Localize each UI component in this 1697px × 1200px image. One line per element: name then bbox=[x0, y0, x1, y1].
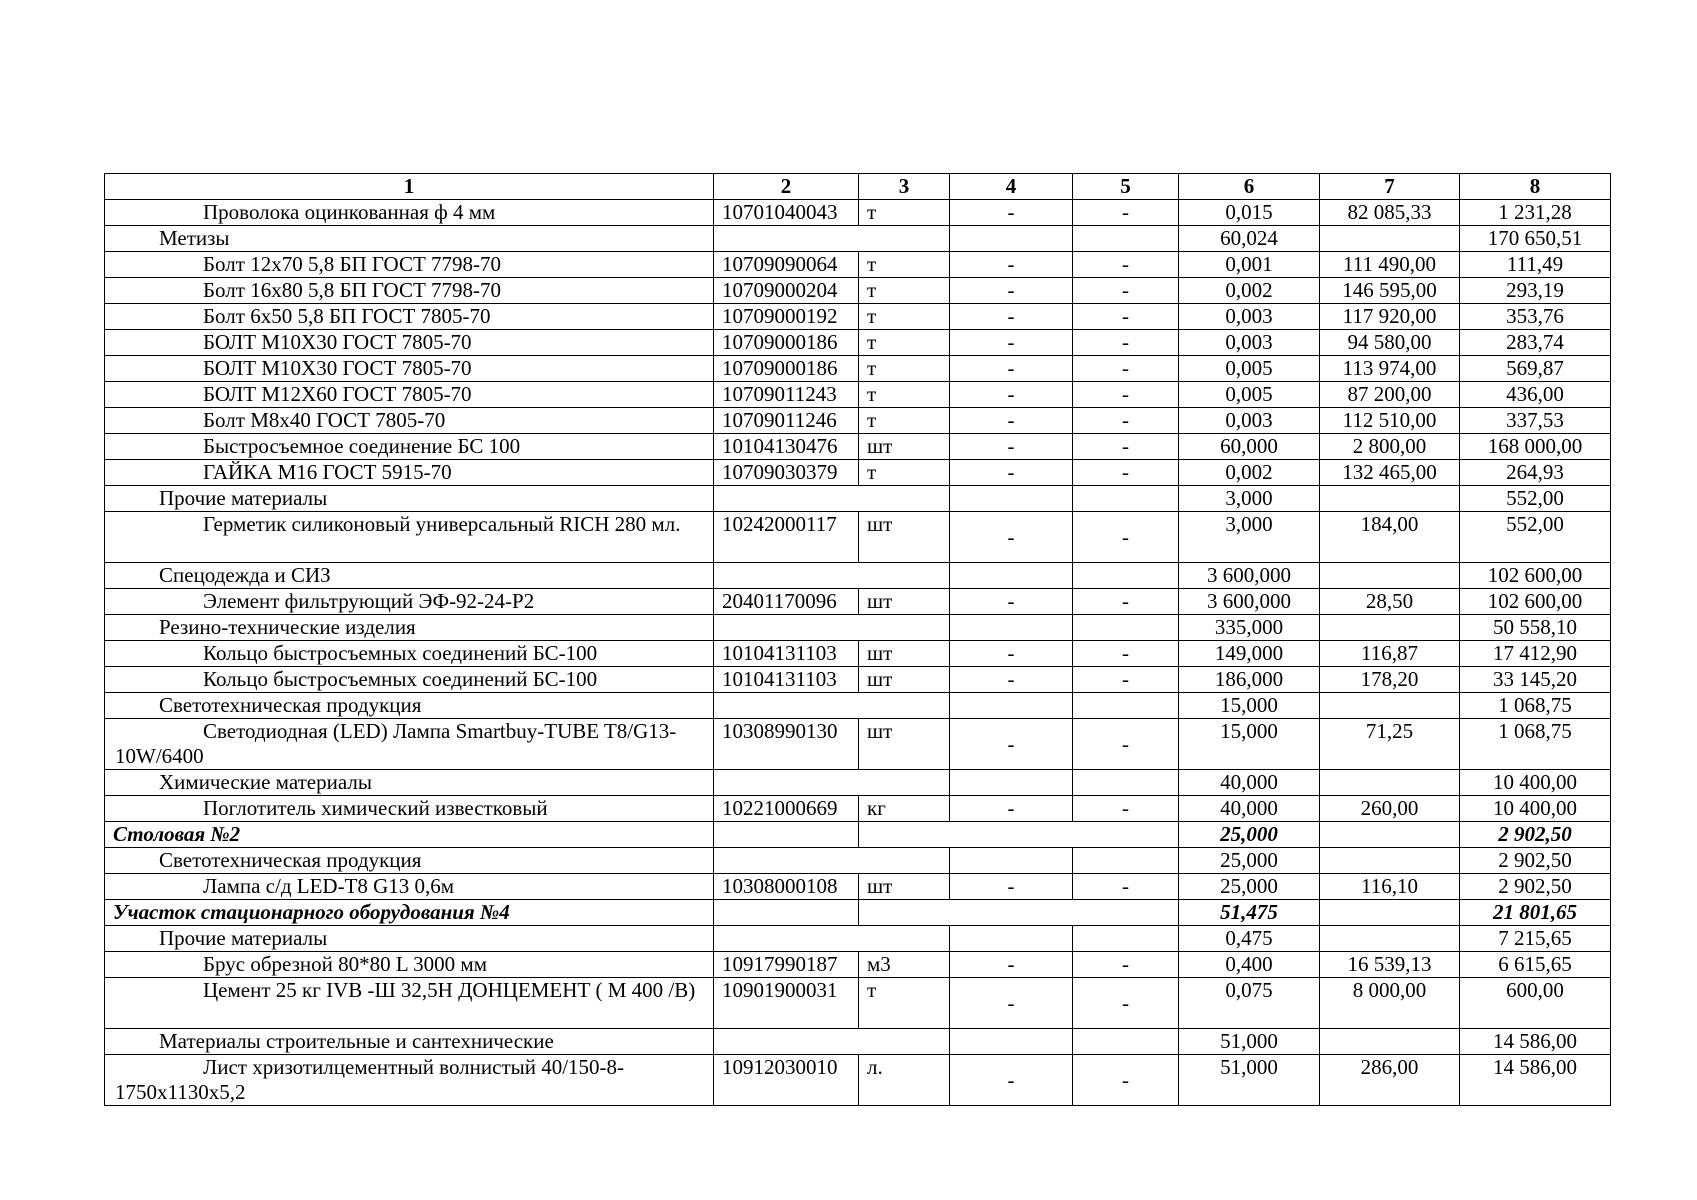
item-code: 10709000186 bbox=[714, 330, 859, 356]
item-code: 10104131103 bbox=[714, 667, 859, 693]
item-price bbox=[1320, 226, 1460, 252]
item-sum: 283,74 bbox=[1460, 330, 1611, 356]
item-price: 28,50 bbox=[1320, 589, 1460, 615]
group-row bbox=[105, 1029, 1611, 1055]
item-price bbox=[1320, 926, 1460, 952]
item-qty: 0,003 bbox=[1179, 304, 1320, 330]
item-col-5: - bbox=[1073, 641, 1179, 667]
item-unit: шт bbox=[859, 434, 950, 460]
item-name: Болт 6х50 5,8 БП ГОСТ 7805-70 bbox=[105, 304, 714, 330]
item-sum: 2 902,50 bbox=[1460, 822, 1611, 848]
item-col-5: - bbox=[1073, 667, 1179, 693]
item-name: Участок стационарного оборудования №4 bbox=[105, 900, 714, 926]
item-blank bbox=[859, 900, 1179, 926]
item-qty: 25,000 bbox=[1179, 848, 1320, 874]
item-name: Кольцо быстросъемных соединений БС-100 bbox=[105, 641, 714, 667]
item-unit: кг bbox=[859, 796, 950, 822]
item-sum: 569,87 bbox=[1460, 356, 1611, 382]
item-qty: 40,000 bbox=[1179, 770, 1320, 796]
item-code: 10308000108 bbox=[714, 874, 859, 900]
item-code: 10221000669 bbox=[714, 796, 859, 822]
item-price: 2 800,00 bbox=[1320, 434, 1460, 460]
item-code bbox=[714, 563, 950, 589]
item-sum: 293,19 bbox=[1460, 278, 1611, 304]
item-code bbox=[714, 486, 950, 512]
item-price bbox=[1320, 770, 1460, 796]
table-row bbox=[105, 512, 1611, 563]
item-code: 10308990130 bbox=[714, 719, 859, 770]
item-name: Брус обрезной 80*80 L 3000 мм bbox=[105, 952, 714, 978]
item-col-5 bbox=[1073, 926, 1179, 952]
item-col-5: - bbox=[1073, 304, 1179, 330]
item-sum: 552,00 bbox=[1460, 486, 1611, 512]
item-col-4 bbox=[950, 693, 1073, 719]
item-name: Кольцо быстросъемных соединений БС-100 bbox=[105, 667, 714, 693]
item-price: 16 539,13 bbox=[1320, 952, 1460, 978]
item-col-4: - bbox=[950, 382, 1073, 408]
item-price: 94 580,00 bbox=[1320, 330, 1460, 356]
item-col-4: - bbox=[950, 434, 1073, 460]
table-row bbox=[105, 641, 1611, 667]
item-price: 117 920,00 bbox=[1320, 304, 1460, 330]
item-sum: 2 902,50 bbox=[1460, 874, 1611, 900]
item-code: 10709000186 bbox=[714, 356, 859, 382]
item-code bbox=[714, 822, 859, 848]
item-name: Лампа с/д LED-T8 G13 0,6м bbox=[105, 874, 714, 900]
group-row bbox=[105, 693, 1611, 719]
table-row bbox=[105, 304, 1611, 330]
item-unit: м3 bbox=[859, 952, 950, 978]
item-qty: 3,000 bbox=[1179, 486, 1320, 512]
group-row bbox=[105, 615, 1611, 641]
item-price: 116,87 bbox=[1320, 641, 1460, 667]
item-name: Болт 12х70 5,8 БП ГОСТ 7798-70 bbox=[105, 252, 714, 278]
item-price: 71,25 bbox=[1320, 719, 1460, 770]
item-col-5 bbox=[1073, 486, 1179, 512]
item-code: 20401170096 bbox=[714, 589, 859, 615]
item-qty: 0,475 bbox=[1179, 926, 1320, 952]
item-price: 112 510,00 bbox=[1320, 408, 1460, 434]
item-sum: 552,00 bbox=[1460, 512, 1611, 563]
item-sum: 1 231,28 bbox=[1460, 200, 1611, 226]
item-qty: 186,000 bbox=[1179, 667, 1320, 693]
group-row bbox=[105, 486, 1611, 512]
item-code: 10912030010 bbox=[714, 1055, 859, 1106]
item-unit: т bbox=[859, 978, 950, 1029]
item-name: ГАЙКА М16 ГОСТ 5915-70 bbox=[105, 460, 714, 486]
item-code bbox=[714, 770, 950, 796]
item-unit: т bbox=[859, 356, 950, 382]
table-row bbox=[105, 874, 1611, 900]
item-col-4 bbox=[950, 848, 1073, 874]
item-col-4: - bbox=[950, 589, 1073, 615]
item-sum: 33 145,20 bbox=[1460, 667, 1611, 693]
table-row bbox=[105, 796, 1611, 822]
item-price bbox=[1320, 848, 1460, 874]
item-col-5 bbox=[1073, 563, 1179, 589]
item-qty: 0,003 bbox=[1179, 408, 1320, 434]
item-code: 10709000204 bbox=[714, 278, 859, 304]
item-qty: 0,003 bbox=[1179, 330, 1320, 356]
item-col-5 bbox=[1073, 770, 1179, 796]
item-price: 8 000,00 bbox=[1320, 978, 1460, 1029]
header-col-1: 1 bbox=[105, 174, 714, 200]
item-code: 10917990187 bbox=[714, 952, 859, 978]
item-sum: 102 600,00 bbox=[1460, 589, 1611, 615]
item-col-4 bbox=[950, 486, 1073, 512]
item-code bbox=[714, 900, 859, 926]
item-col-4 bbox=[950, 926, 1073, 952]
item-col-5: - bbox=[1073, 719, 1179, 770]
item-sum: 10 400,00 bbox=[1460, 770, 1611, 796]
item-col-4 bbox=[950, 770, 1073, 796]
table-row bbox=[105, 719, 1611, 770]
item-qty: 0,005 bbox=[1179, 356, 1320, 382]
item-price: 82 085,33 bbox=[1320, 200, 1460, 226]
table-row bbox=[105, 356, 1611, 382]
table-row bbox=[105, 278, 1611, 304]
group-row bbox=[105, 563, 1611, 589]
item-col-5: - bbox=[1073, 460, 1179, 486]
item-col-5: - bbox=[1073, 512, 1179, 563]
item-sum: 168 000,00 bbox=[1460, 434, 1611, 460]
item-sum: 2 902,50 bbox=[1460, 848, 1611, 874]
item-col-4 bbox=[950, 563, 1073, 589]
item-qty: 0,075 bbox=[1179, 978, 1320, 1029]
header-col-8: 8 bbox=[1460, 174, 1611, 200]
item-name: Прочие материалы bbox=[105, 486, 714, 512]
item-qty: 60,000 bbox=[1179, 434, 1320, 460]
item-sum: 1 068,75 bbox=[1460, 693, 1611, 719]
item-name: Спецодежда и СИЗ bbox=[105, 563, 714, 589]
item-qty: 0,002 bbox=[1179, 278, 1320, 304]
item-name: Материалы строительные и сантехнические bbox=[105, 1029, 714, 1055]
item-col-5: - bbox=[1073, 434, 1179, 460]
item-code bbox=[714, 226, 950, 252]
item-col-4: - bbox=[950, 200, 1073, 226]
item-col-4: - bbox=[950, 719, 1073, 770]
item-price: 113 974,00 bbox=[1320, 356, 1460, 382]
item-unit: шт bbox=[859, 512, 950, 563]
table-row bbox=[105, 460, 1611, 486]
item-col-4: - bbox=[950, 641, 1073, 667]
item-unit: шт bbox=[859, 719, 950, 770]
item-sum: 600,00 bbox=[1460, 978, 1611, 1029]
item-qty: 149,000 bbox=[1179, 641, 1320, 667]
item-price: 286,00 bbox=[1320, 1055, 1460, 1106]
header-col-6: 6 bbox=[1179, 174, 1320, 200]
item-qty: 0,001 bbox=[1179, 252, 1320, 278]
item-code bbox=[714, 615, 950, 641]
item-unit: шт bbox=[859, 874, 950, 900]
item-name: БОЛТ М10Х30 ГОСТ 7805-70 bbox=[105, 330, 714, 356]
item-price: 111 490,00 bbox=[1320, 252, 1460, 278]
item-qty: 51,000 bbox=[1179, 1055, 1320, 1106]
item-price: 184,00 bbox=[1320, 512, 1460, 563]
item-price: 260,00 bbox=[1320, 796, 1460, 822]
table-row bbox=[105, 330, 1611, 356]
item-col-5: - bbox=[1073, 330, 1179, 356]
item-qty: 15,000 bbox=[1179, 693, 1320, 719]
item-sum: 14 586,00 bbox=[1460, 1029, 1611, 1055]
item-col-5 bbox=[1073, 1029, 1179, 1055]
item-blank bbox=[859, 822, 1179, 848]
item-sum: 14 586,00 bbox=[1460, 1055, 1611, 1106]
item-col-5: - bbox=[1073, 382, 1179, 408]
item-col-5: - bbox=[1073, 1055, 1179, 1106]
item-code: 10709000192 bbox=[714, 304, 859, 330]
item-unit: т bbox=[859, 382, 950, 408]
section-row bbox=[105, 822, 1611, 848]
item-sum: 337,53 bbox=[1460, 408, 1611, 434]
item-name: Герметик силиконовый универсальный RICH 280 мл. bbox=[105, 512, 714, 563]
table-row bbox=[105, 978, 1611, 1029]
item-col-5: - bbox=[1073, 408, 1179, 434]
table-row bbox=[105, 434, 1611, 460]
item-code: 10709030379 bbox=[714, 460, 859, 486]
item-col-4: - bbox=[950, 978, 1073, 1029]
item-unit: т bbox=[859, 278, 950, 304]
item-sum: 111,49 bbox=[1460, 252, 1611, 278]
item-price bbox=[1320, 900, 1460, 926]
item-unit: т bbox=[859, 252, 950, 278]
item-unit: л. bbox=[859, 1055, 950, 1106]
table-row bbox=[105, 589, 1611, 615]
item-col-5: - bbox=[1073, 796, 1179, 822]
table-row bbox=[105, 1055, 1611, 1106]
item-sum: 353,76 bbox=[1460, 304, 1611, 330]
item-qty: 40,000 bbox=[1179, 796, 1320, 822]
item-qty: 51,475 bbox=[1179, 900, 1320, 926]
item-name: Лист хризотилцементный волнистый 40/150-8-1750х1130х5,2 bbox=[105, 1055, 714, 1106]
table-row bbox=[105, 382, 1611, 408]
item-col-5: - bbox=[1073, 952, 1179, 978]
item-price bbox=[1320, 615, 1460, 641]
item-name: Светодиодная (LED) Лампа Smartbuy-TUBE T8/G13-10W/6400 bbox=[105, 719, 714, 770]
item-col-5 bbox=[1073, 226, 1179, 252]
item-qty: 0,002 bbox=[1179, 460, 1320, 486]
item-sum: 50 558,10 bbox=[1460, 615, 1611, 641]
item-col-5: - bbox=[1073, 874, 1179, 900]
item-code: 10709011246 bbox=[714, 408, 859, 434]
item-name: Химические материалы bbox=[105, 770, 714, 796]
group-row bbox=[105, 926, 1611, 952]
item-qty: 3 600,000 bbox=[1179, 563, 1320, 589]
item-price: 132 465,00 bbox=[1320, 460, 1460, 486]
table-row bbox=[105, 200, 1611, 226]
item-name: Болт 16х80 5,8 БП ГОСТ 7798-70 bbox=[105, 278, 714, 304]
item-price: 116,10 bbox=[1320, 874, 1460, 900]
item-sum: 102 600,00 bbox=[1460, 563, 1611, 589]
table-row bbox=[105, 408, 1611, 434]
item-name: Поглотитель химический известковый bbox=[105, 796, 714, 822]
item-sum: 10 400,00 bbox=[1460, 796, 1611, 822]
item-code: 10701040043 bbox=[714, 200, 859, 226]
item-name: Элемент фильтрующий ЭФ-92-24-Р2 bbox=[105, 589, 714, 615]
item-col-5 bbox=[1073, 848, 1179, 874]
item-qty: 25,000 bbox=[1179, 874, 1320, 900]
item-col-4: - bbox=[950, 330, 1073, 356]
item-col-4: - bbox=[950, 408, 1073, 434]
item-price: 178,20 bbox=[1320, 667, 1460, 693]
item-code: 10901900031 bbox=[714, 978, 859, 1029]
item-unit: т bbox=[859, 408, 950, 434]
item-qty: 60,024 bbox=[1179, 226, 1320, 252]
item-unit: т bbox=[859, 330, 950, 356]
table-row bbox=[105, 952, 1611, 978]
item-name: Быстросъемное соединение БС 100 bbox=[105, 434, 714, 460]
group-row bbox=[105, 226, 1611, 252]
materials-table bbox=[104, 173, 1611, 1106]
item-name: Столовая №2 bbox=[105, 822, 714, 848]
item-col-4: - bbox=[950, 796, 1073, 822]
item-name: Метизы bbox=[105, 226, 714, 252]
item-name: Прочие материалы bbox=[105, 926, 714, 952]
item-price: 87 200,00 bbox=[1320, 382, 1460, 408]
item-name: Светотехническая продукция bbox=[105, 848, 714, 874]
item-price bbox=[1320, 822, 1460, 848]
item-col-4: - bbox=[950, 252, 1073, 278]
header-row bbox=[105, 174, 1611, 200]
item-name: Болт М8х40 ГОСТ 7805-70 bbox=[105, 408, 714, 434]
item-col-5 bbox=[1073, 615, 1179, 641]
item-col-4: - bbox=[950, 952, 1073, 978]
item-col-4 bbox=[950, 615, 1073, 641]
item-price: 146 595,00 bbox=[1320, 278, 1460, 304]
item-unit: шт bbox=[859, 589, 950, 615]
item-code: 10709090064 bbox=[714, 252, 859, 278]
item-col-5: - bbox=[1073, 356, 1179, 382]
item-price bbox=[1320, 693, 1460, 719]
table-row bbox=[105, 252, 1611, 278]
item-price bbox=[1320, 486, 1460, 512]
item-name: Цемент 25 кг IVB -Ш 32,5Н ДОНЦЕМЕНТ ( М 400 /В) bbox=[105, 978, 714, 1029]
section-row bbox=[105, 900, 1611, 926]
item-sum: 436,00 bbox=[1460, 382, 1611, 408]
item-price bbox=[1320, 563, 1460, 589]
item-sum: 6 615,65 bbox=[1460, 952, 1611, 978]
item-name: БОЛТ М10Х30 ГОСТ 7805-70 bbox=[105, 356, 714, 382]
item-qty: 51,000 bbox=[1179, 1029, 1320, 1055]
item-qty: 0,400 bbox=[1179, 952, 1320, 978]
table-row bbox=[105, 667, 1611, 693]
item-unit: т bbox=[859, 200, 950, 226]
item-qty: 25,000 bbox=[1179, 822, 1320, 848]
item-price bbox=[1320, 1029, 1460, 1055]
item-col-5: - bbox=[1073, 200, 1179, 226]
group-row bbox=[105, 770, 1611, 796]
group-row bbox=[105, 848, 1611, 874]
item-code: 10709011243 bbox=[714, 382, 859, 408]
item-code bbox=[714, 926, 950, 952]
item-sum: 1 068,75 bbox=[1460, 719, 1611, 770]
item-name: БОЛТ М12Х60 ГОСТ 7805-70 bbox=[105, 382, 714, 408]
item-sum: 21 801,65 bbox=[1460, 900, 1611, 926]
item-qty: 3,000 bbox=[1179, 512, 1320, 563]
item-sum: 264,93 bbox=[1460, 460, 1611, 486]
item-name: Проволока оцинкованная ф 4 мм bbox=[105, 200, 714, 226]
item-sum: 17 412,90 bbox=[1460, 641, 1611, 667]
item-name: Светотехническая продукция bbox=[105, 693, 714, 719]
item-unit: шт bbox=[859, 667, 950, 693]
item-col-5 bbox=[1073, 693, 1179, 719]
header-col-3: 3 bbox=[859, 174, 950, 200]
item-col-4: - bbox=[950, 512, 1073, 563]
item-name: Резино-технические изделия bbox=[105, 615, 714, 641]
item-col-4: - bbox=[950, 278, 1073, 304]
item-col-4: - bbox=[950, 1055, 1073, 1106]
item-unit: т bbox=[859, 460, 950, 486]
item-unit: шт bbox=[859, 641, 950, 667]
header-col-4: 4 bbox=[950, 174, 1073, 200]
header-col-5: 5 bbox=[1073, 174, 1179, 200]
item-code: 10104131103 bbox=[714, 641, 859, 667]
item-code bbox=[714, 1029, 950, 1055]
item-col-4: - bbox=[950, 356, 1073, 382]
item-unit: т bbox=[859, 304, 950, 330]
item-qty: 335,000 bbox=[1179, 615, 1320, 641]
item-code bbox=[714, 848, 950, 874]
item-code: 10104130476 bbox=[714, 434, 859, 460]
item-col-4: - bbox=[950, 874, 1073, 900]
item-code bbox=[714, 693, 950, 719]
item-col-5: - bbox=[1073, 978, 1179, 1029]
item-sum: 7 215,65 bbox=[1460, 926, 1611, 952]
item-qty: 3 600,000 bbox=[1179, 589, 1320, 615]
item-col-5: - bbox=[1073, 589, 1179, 615]
item-col-4 bbox=[950, 1029, 1073, 1055]
item-sum: 170 650,51 bbox=[1460, 226, 1611, 252]
item-qty: 15,000 bbox=[1179, 719, 1320, 770]
item-qty: 0,005 bbox=[1179, 382, 1320, 408]
item-col-4: - bbox=[950, 667, 1073, 693]
item-qty: 0,015 bbox=[1179, 200, 1320, 226]
item-col-4: - bbox=[950, 460, 1073, 486]
item-col-4: - bbox=[950, 304, 1073, 330]
item-col-4 bbox=[950, 226, 1073, 252]
item-col-5: - bbox=[1073, 252, 1179, 278]
header-col-7: 7 bbox=[1320, 174, 1460, 200]
header-col-2: 2 bbox=[714, 174, 859, 200]
item-code: 10242000117 bbox=[714, 512, 859, 563]
item-col-5: - bbox=[1073, 278, 1179, 304]
